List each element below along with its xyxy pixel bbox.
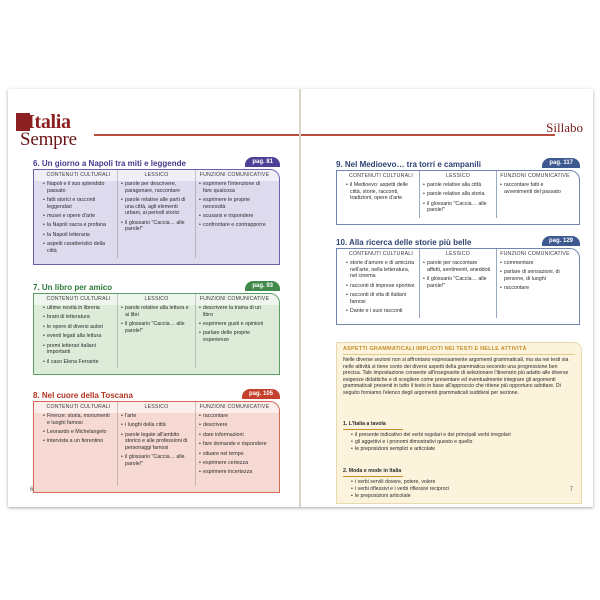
list-item: • parole relative alla città bbox=[423, 182, 493, 189]
lexicon-column bbox=[118, 402, 196, 486]
section-title: 10. Alla ricerca delle storie più belle bbox=[336, 238, 472, 247]
list-item: • raccontare fatti e avvenimenti del passato bbox=[500, 182, 570, 195]
functions-list bbox=[199, 413, 270, 476]
list-item: • raccontare bbox=[199, 413, 270, 420]
section-title: 6. Un giorno a Napoli tra miti e leggende bbox=[33, 159, 186, 168]
list-item: • esprimere le proprie necessità bbox=[199, 197, 270, 210]
lexicon-list bbox=[423, 182, 493, 214]
list-item: • Dante e i suoi racconti bbox=[346, 308, 416, 315]
section-title: 7. Un libro per amico bbox=[33, 283, 113, 292]
culture-list bbox=[346, 260, 416, 315]
lexicon-list bbox=[121, 181, 192, 233]
functions-list bbox=[500, 260, 570, 292]
culture-list bbox=[43, 181, 114, 254]
section-box bbox=[336, 248, 580, 325]
left-page bbox=[8, 89, 300, 507]
list-item: • il glossario "Caccia… alle parole!" bbox=[423, 276, 493, 289]
culture-column bbox=[40, 402, 118, 486]
list-item: • esprimere l'intenzione di fare qualcosa bbox=[199, 181, 270, 194]
list-item: • musei e opere d'arte bbox=[43, 213, 114, 220]
lexicon-column bbox=[420, 249, 497, 318]
list-item: • racconti di vita di italiani famosi bbox=[346, 292, 416, 305]
lexicon-list bbox=[121, 413, 192, 468]
list-item: • descrivere la trama di un libro bbox=[199, 305, 270, 318]
section-7 bbox=[33, 283, 280, 375]
column-header: LESSICO bbox=[144, 172, 169, 178]
list-item: • Leonardo e Michelangelo bbox=[43, 429, 114, 436]
culture-list bbox=[43, 305, 114, 365]
column-header: FUNZIONI COMUNICATIVE bbox=[500, 251, 570, 257]
lexicon-column bbox=[118, 170, 196, 258]
list-item: • intervista a un fiorentino bbox=[43, 438, 114, 445]
column-header: CONTENUTI CULTURALI bbox=[46, 296, 111, 302]
list-item: • raccontare bbox=[500, 285, 570, 292]
section-title: 9. Nel Medioevo… tra torri e campanili bbox=[336, 160, 481, 169]
list-item: • il glossario "Caccia… alle parole!" bbox=[121, 321, 192, 334]
list-item: • confrontare e contrapporre bbox=[199, 222, 270, 229]
list-item: • parole relative alla lettura e ai libri bbox=[121, 305, 192, 318]
lexicon-column bbox=[420, 171, 497, 218]
functions-list bbox=[199, 181, 270, 229]
logo-sempre: Sempre bbox=[20, 129, 77, 150]
list-item: • situare nel tempo bbox=[199, 451, 270, 458]
list-item: • Napoli e il suo splendido passato bbox=[43, 181, 114, 194]
column-header: FUNZIONI COMUNICATIVE bbox=[500, 173, 570, 179]
list-item: • fatti storici e racconti leggendari bbox=[43, 197, 114, 210]
list-item: • gli aggettivi e i pronomi dimostrativi questo e quello bbox=[351, 439, 575, 446]
column-header: LESSICO bbox=[144, 296, 169, 302]
logo-italia: Italia bbox=[27, 111, 71, 133]
culture-column bbox=[40, 294, 118, 368]
culture-column bbox=[343, 249, 420, 318]
column-header: CONTENUTI CULTURALI bbox=[46, 172, 111, 178]
culture-column bbox=[40, 170, 118, 258]
list-item: • parlare delle proprie esperienze bbox=[199, 330, 270, 343]
list-item: • fare domande e rispondere bbox=[199, 441, 270, 448]
column-header: FUNZIONI COMUNICATIVE bbox=[199, 172, 270, 178]
functions-column bbox=[196, 294, 273, 368]
list-item: • i verbi riflessivi e i verbi riflessivi reciproci bbox=[351, 486, 575, 493]
functions-list bbox=[199, 305, 270, 344]
grammar-title: ASPETTI GRAMMATICALI IMPLICITI NEI TESTI E NELLE ATTIVITÀ bbox=[343, 346, 527, 352]
list-item: • aspetti caratteristici della città bbox=[43, 241, 114, 254]
list-item: • la Napoli sacra e profana bbox=[43, 222, 114, 229]
page-heading: Sillabo bbox=[546, 120, 583, 135]
book-spread bbox=[8, 89, 593, 507]
right-page bbox=[301, 89, 593, 507]
list-item: • parlare di sensazioni, di persone, di luoghi bbox=[500, 269, 570, 282]
list-item: • esprimere certezza bbox=[199, 460, 270, 467]
column-header: FUNZIONI COMUNICATIVE bbox=[199, 296, 270, 302]
culture-column bbox=[343, 171, 420, 218]
section-box bbox=[33, 293, 280, 375]
page-ref-badge: pag. 129 bbox=[542, 236, 580, 246]
culture-list bbox=[43, 413, 114, 445]
list-item: • le preposizioni semplici e articolate bbox=[351, 446, 575, 453]
column-header: LESSICO bbox=[446, 173, 470, 179]
section-box bbox=[336, 170, 580, 225]
section-title: 8. Nel cuore della Toscana bbox=[33, 391, 133, 400]
list-item: • le opere di diversi autori bbox=[43, 324, 114, 331]
list-item: • la Napoli letteraria bbox=[43, 232, 114, 239]
section-9 bbox=[336, 160, 580, 225]
list-item: • parole per descrivere, paragonare, raccontare bbox=[121, 181, 192, 194]
list-item: • premi letterari italiani importanti bbox=[43, 343, 114, 356]
lexicon-column bbox=[118, 294, 196, 368]
list-item: • Firenze: storia, monumenti e luoghi famosi bbox=[43, 413, 114, 426]
list-item: • esprimere gusti e opinioni bbox=[199, 321, 270, 328]
grammar-list-2 bbox=[351, 479, 575, 499]
grammar-box bbox=[336, 342, 582, 504]
section-box bbox=[33, 401, 280, 493]
list-item: • il caso Elena Ferrante bbox=[43, 359, 114, 366]
list-item: • eventi legati alla lettura bbox=[43, 333, 114, 340]
list-item: • il glossario "Caccia… alle parole!" bbox=[121, 454, 192, 467]
column-header: LESSICO bbox=[446, 251, 470, 257]
grammar-subtitle-2: 2. Moda e mode in Italia bbox=[343, 468, 402, 474]
grammar-intro: Nelle diverse sezioni non si affrontano espressamente argomenti grammaticali, ma sia nei testi sia nelle attività si tiene conto dei diversi aspetti della grammatica secondo una progressione ben precisa. Tale impostazione consente all'insegnante di selezionare l'itinerario più adatto alle diverse esigenze didattiche e di scegliere come presentare ed eventualmente integrare gli argomenti grammaticali presenti in tutto il testo in base all'approccio che ritiene più opportuno adottare. Di seguito forniamo l'elenco degli argomenti grammaticali suddivisi per sezione. bbox=[343, 357, 569, 396]
page-ref-badge: pag. 117 bbox=[542, 158, 580, 168]
grammar-rule bbox=[343, 354, 575, 355]
column-header: LESSICO bbox=[144, 404, 169, 410]
culture-list bbox=[346, 182, 416, 202]
functions-column bbox=[497, 249, 573, 318]
page-number-right: 7 bbox=[569, 487, 573, 493]
functions-column bbox=[196, 402, 273, 486]
list-item: • parole relative alle parti di una città, agli elementi urbani, ai periodi storici bbox=[121, 197, 192, 217]
list-item: • l'arte bbox=[121, 413, 192, 420]
list-item: • commentare bbox=[500, 260, 570, 267]
page-number-left: 6 bbox=[30, 487, 34, 493]
list-item: • parole relative alla storia bbox=[423, 191, 493, 198]
list-item: • il glossario "Caccia… alle parole!" bbox=[121, 220, 192, 233]
lexicon-list bbox=[423, 260, 493, 289]
header-rule bbox=[301, 134, 555, 136]
list-item: • i luoghi della città bbox=[121, 422, 192, 429]
list-item: • i verbi servili dovere, potere, volere bbox=[351, 479, 575, 486]
column-header: CONTENUTI CULTURALI bbox=[349, 173, 413, 179]
functions-column bbox=[196, 170, 273, 258]
functions-list bbox=[500, 182, 570, 195]
page-ref-badge: pag. 81 bbox=[245, 157, 280, 167]
header-rule bbox=[94, 134, 300, 136]
list-item: • ultime novità in libreria bbox=[43, 305, 114, 312]
list-item: • le preposizioni articolate bbox=[351, 493, 575, 500]
column-header: CONTENUTI CULTURALI bbox=[349, 251, 413, 257]
list-item: • brani di letteratura bbox=[43, 314, 114, 321]
section-10 bbox=[336, 238, 580, 325]
list-item: • storie d'amore e di amicizia nell'arte, nella letteratura, nel cinema bbox=[346, 260, 416, 280]
grammar-subtitle-1: 1. L'Italia a tavola bbox=[343, 421, 386, 427]
list-item: • dare informazioni bbox=[199, 432, 270, 439]
section-box bbox=[33, 169, 280, 265]
list-item: • il Medioevo: aspetti delle città, storie, racconti, tradizioni, opere d'arte bbox=[346, 182, 416, 202]
list-item: • parole legate all'ambito storico e alle professioni di personaggi famosi bbox=[121, 432, 192, 452]
list-item: • racconti di imprese sportive bbox=[346, 283, 416, 290]
page-ref-badge: pag. 93 bbox=[245, 281, 280, 291]
column-header: FUNZIONI COMUNICATIVE bbox=[199, 404, 270, 410]
column-header: CONTENUTI CULTURALI bbox=[46, 404, 111, 410]
list-item: • esprimere incertezza bbox=[199, 469, 270, 476]
section-8 bbox=[33, 391, 280, 493]
grammar-list-1 bbox=[351, 432, 575, 452]
list-item: • parole per raccontare affetti, sentimenti, aneddoti bbox=[423, 260, 493, 273]
section-6 bbox=[33, 159, 280, 265]
list-item: • descrivere bbox=[199, 422, 270, 429]
functions-column bbox=[497, 171, 573, 218]
list-item: • scusarsi e rispondere bbox=[199, 213, 270, 220]
list-item: • il glossario "Caccia… alle parole!" bbox=[423, 201, 493, 214]
list-item: • il presente indicativo dei verbi regolari e dei principali verbi irregolari bbox=[351, 432, 575, 439]
lexicon-list bbox=[121, 305, 192, 334]
page-ref-badge: pag. 105 bbox=[242, 389, 280, 399]
